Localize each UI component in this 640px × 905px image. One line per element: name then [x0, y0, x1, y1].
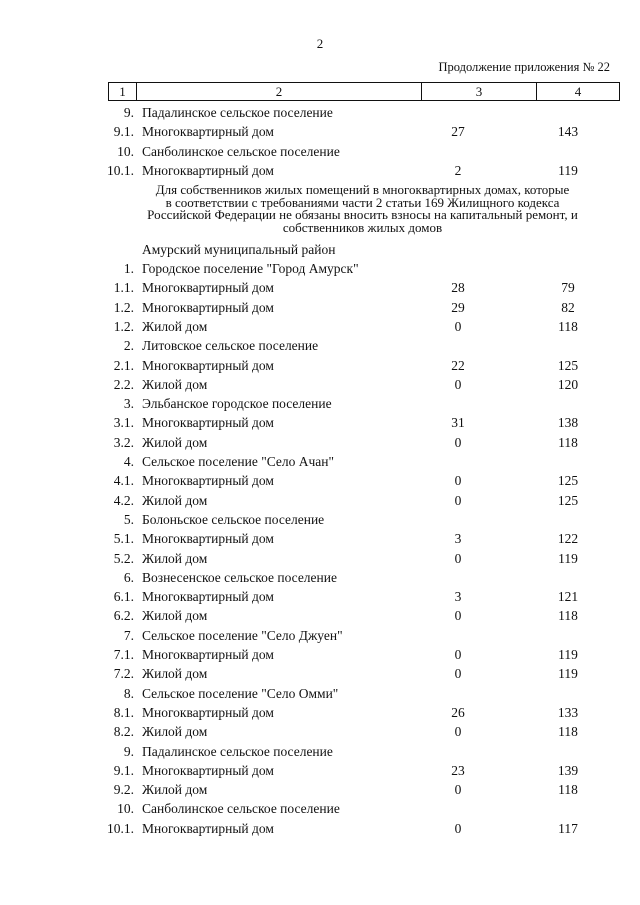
- row-number: 5.: [123, 511, 134, 527]
- row-col4-value: 119: [558, 666, 578, 682]
- row-name: Болоньское сельское поселение: [142, 511, 325, 527]
- row-name: Многоквартирный дом: [142, 473, 274, 489]
- table-row: [0, 742, 640, 761]
- table-row: [0, 394, 640, 413]
- note-paragraph: [100, 184, 625, 234]
- row-number: 10.: [117, 801, 134, 817]
- row-col3-value: 28: [451, 280, 465, 296]
- row-name: Жилой дом: [142, 550, 208, 566]
- row-col3-value: 23: [451, 762, 465, 778]
- row-name: Жилой дом: [142, 782, 208, 798]
- row-name: Многоквартирный дом: [142, 589, 274, 605]
- row-col4-value: 125: [557, 492, 579, 508]
- header-col-2: 2: [137, 83, 422, 101]
- row-number: 6.2.: [113, 608, 134, 624]
- row-name: Падалинское сельское поселение: [142, 743, 333, 759]
- table-row: [0, 722, 640, 741]
- row-number: 2.1.: [113, 357, 134, 373]
- row-number: 3.: [123, 396, 134, 412]
- row-col4-value: 121: [557, 589, 579, 605]
- row-col4-value: 82: [561, 299, 575, 315]
- district-title-row: [0, 240, 640, 259]
- row-name: Сельское поселение "Село Ачан": [142, 454, 335, 469]
- table-row: [0, 278, 640, 297]
- row-col3-value: 0: [454, 782, 462, 798]
- table-row: [0, 819, 640, 838]
- row-name: Многоквартирный дом: [142, 280, 274, 296]
- row-number: 1.1.: [113, 280, 134, 296]
- row-name: Многоквартирный дом: [142, 647, 274, 662]
- row-number: 3.1.: [113, 415, 134, 431]
- note-line: Для собственников жилых помещений в многоквартирных домах, которые: [155, 182, 570, 197]
- table-row: [0, 452, 640, 471]
- table-row: [0, 780, 640, 799]
- row-col3-value: 0: [454, 492, 462, 508]
- row-col3-value: 0: [454, 318, 462, 334]
- row-name: Многоквартирный дом: [142, 762, 274, 778]
- row-number: 9.1.: [113, 124, 134, 140]
- table-row: [0, 684, 640, 703]
- row-name: Литовское сельское поселение: [142, 338, 319, 354]
- table-row: [0, 122, 640, 141]
- row-col4-value: 118: [558, 724, 578, 740]
- row-name: Санболинское сельское поселение: [142, 801, 340, 817]
- row-col4-value: 118: [558, 782, 578, 798]
- row-number: 7.2.: [113, 666, 134, 682]
- district-title: Амурский муниципальный район: [142, 242, 336, 257]
- row-col4-value: 79: [561, 280, 575, 296]
- row-col4-value: 125: [557, 473, 579, 489]
- row-number: 7.: [123, 627, 134, 643]
- row-col3-value: 22: [451, 357, 465, 373]
- table-row: [0, 491, 640, 510]
- row-col4-value: 122: [557, 531, 579, 547]
- row-number: 3.2.: [113, 434, 134, 450]
- row-col4-value: 119: [558, 647, 578, 662]
- header-col-1: 1: [109, 83, 137, 101]
- table-row: [0, 761, 640, 780]
- table-row: [0, 471, 640, 490]
- row-col3-value: 0: [454, 724, 462, 740]
- row-number: 10.: [117, 143, 134, 159]
- row-col4-value: 139: [557, 762, 579, 778]
- row-col3-value: 26: [451, 704, 465, 720]
- row-col3-value: 0: [454, 473, 462, 489]
- row-col4-value: 118: [558, 318, 578, 334]
- row-number: 9.: [123, 743, 134, 759]
- table-row: [0, 317, 640, 336]
- page-number: 2: [316, 36, 324, 51]
- row-name: Многоквартирный дом: [142, 124, 274, 140]
- row-name: Городское поселение "Город Амурск": [142, 261, 359, 276]
- row-name: Жилой дом: [142, 376, 208, 392]
- table-row: [0, 587, 640, 606]
- row-col3-value: 2: [454, 162, 462, 178]
- row-col3-value: 0: [454, 608, 462, 624]
- row-number: 10.1.: [107, 162, 134, 178]
- header-col-4: 4: [537, 83, 620, 101]
- row-number: 9.2.: [113, 782, 134, 798]
- row-col4-value: 143: [557, 124, 579, 140]
- row-name: Санболинское сельское поселение: [142, 143, 340, 159]
- row-name: Жилой дом: [142, 724, 208, 740]
- row-col3-value: 0: [454, 376, 462, 392]
- row-col3-value: 0: [454, 550, 462, 566]
- row-name: Многоквартирный дом: [142, 415, 274, 431]
- row-col4-value: 119: [558, 162, 578, 178]
- row-number: 5.2.: [113, 550, 134, 566]
- table-header: [108, 82, 620, 101]
- row-number: 1.2.: [113, 318, 134, 334]
- row-col3-value: 27: [451, 124, 465, 140]
- table-row: [0, 161, 640, 180]
- table-row: [0, 510, 640, 529]
- row-name: Многоквартирный дом: [142, 299, 274, 315]
- row-col3-value: 31: [451, 415, 465, 431]
- row-col4-value: 138: [557, 415, 579, 431]
- row-name: Сельское поселение "Село Джуен": [142, 627, 343, 643]
- table-row: [0, 413, 640, 432]
- row-number: 8.2.: [113, 724, 134, 740]
- note-line: собственников жилых домов: [282, 219, 443, 235]
- row-number: 5.1.: [113, 531, 134, 547]
- row-col3-value: 29: [451, 299, 465, 315]
- row-number: 6.1.: [113, 589, 134, 605]
- row-number: 8.: [123, 685, 134, 701]
- appendix-title: Продолжение приложения № 22: [438, 60, 610, 74]
- row-name: Жилой дом: [142, 608, 208, 624]
- row-col3-value: 0: [454, 434, 462, 450]
- row-name: Многоквартирный дом: [142, 820, 274, 836]
- note-line: Российской Федерации не обязаны вносить взносы на капитальный ремонт, и: [147, 207, 578, 222]
- table-row: [0, 568, 640, 587]
- row-name: Многоквартирный дом: [142, 162, 274, 178]
- row-col4-value: 125: [557, 357, 579, 373]
- table-row: [0, 529, 640, 548]
- row-number: 1.: [123, 261, 134, 276]
- row-col3-value: 3: [454, 531, 462, 547]
- table-row: [0, 433, 640, 452]
- row-col4-value: 120: [557, 376, 579, 392]
- row-col3-value: 0: [454, 647, 462, 662]
- row-number: 10.1.: [107, 820, 134, 836]
- row-col4-value: 117: [558, 820, 578, 836]
- row-col4-value: 119: [558, 550, 578, 566]
- table-row: [0, 645, 640, 664]
- table-row: [0, 142, 640, 161]
- row-col3-value: 0: [454, 666, 462, 682]
- table-row: [0, 103, 640, 122]
- row-col3-value: 3: [454, 589, 462, 605]
- table-row: [0, 606, 640, 625]
- row-number: 9.1.: [113, 762, 134, 778]
- row-number: 4.: [123, 454, 134, 469]
- table-row: [0, 375, 640, 394]
- row-number: 7.1.: [113, 647, 134, 662]
- table-row: [0, 356, 640, 375]
- row-name: Многоквартирный дом: [142, 357, 274, 373]
- row-name: Вознесенское сельское поселение: [142, 569, 337, 585]
- row-number: 1.2.: [113, 299, 134, 315]
- table-row: [0, 549, 640, 568]
- table-row: [0, 799, 640, 818]
- table-row: [0, 703, 640, 722]
- row-name: Жилой дом: [142, 666, 208, 682]
- table-row: [0, 664, 640, 683]
- row-name: Многоквартирный дом: [142, 531, 274, 547]
- row-col3-value: 0: [454, 820, 462, 836]
- table-row: [0, 298, 640, 317]
- note-line: в соответствии с требованиями части 2 статьи 169 Жилищного кодекса: [165, 194, 560, 210]
- row-number: 6.: [123, 569, 134, 585]
- row-col4-value: 118: [558, 434, 578, 450]
- row-number: 9.: [123, 105, 134, 120]
- row-name: Жилой дом: [142, 318, 208, 334]
- row-name: Многоквартирный дом: [142, 704, 274, 720]
- row-name: Падалинское сельское поселение: [142, 105, 333, 120]
- row-name: Жилой дом: [142, 434, 208, 450]
- table-row: [0, 336, 640, 355]
- table-row: [0, 259, 640, 278]
- row-number: 4.1.: [113, 473, 134, 489]
- row-number: 4.2.: [113, 492, 134, 508]
- header-col-3: 3: [422, 83, 537, 101]
- row-name: Эльбанское городское поселение: [142, 396, 332, 412]
- row-name: Жилой дом: [142, 492, 208, 508]
- row-col4-value: 118: [558, 608, 578, 624]
- row-number: 2.: [123, 338, 134, 354]
- table-row: [0, 626, 640, 645]
- row-col4-value: 133: [557, 704, 579, 720]
- row-name: Сельское поселение "Село Омми": [142, 685, 339, 701]
- row-number: 2.2.: [113, 376, 134, 392]
- row-number: 8.1.: [113, 704, 134, 720]
